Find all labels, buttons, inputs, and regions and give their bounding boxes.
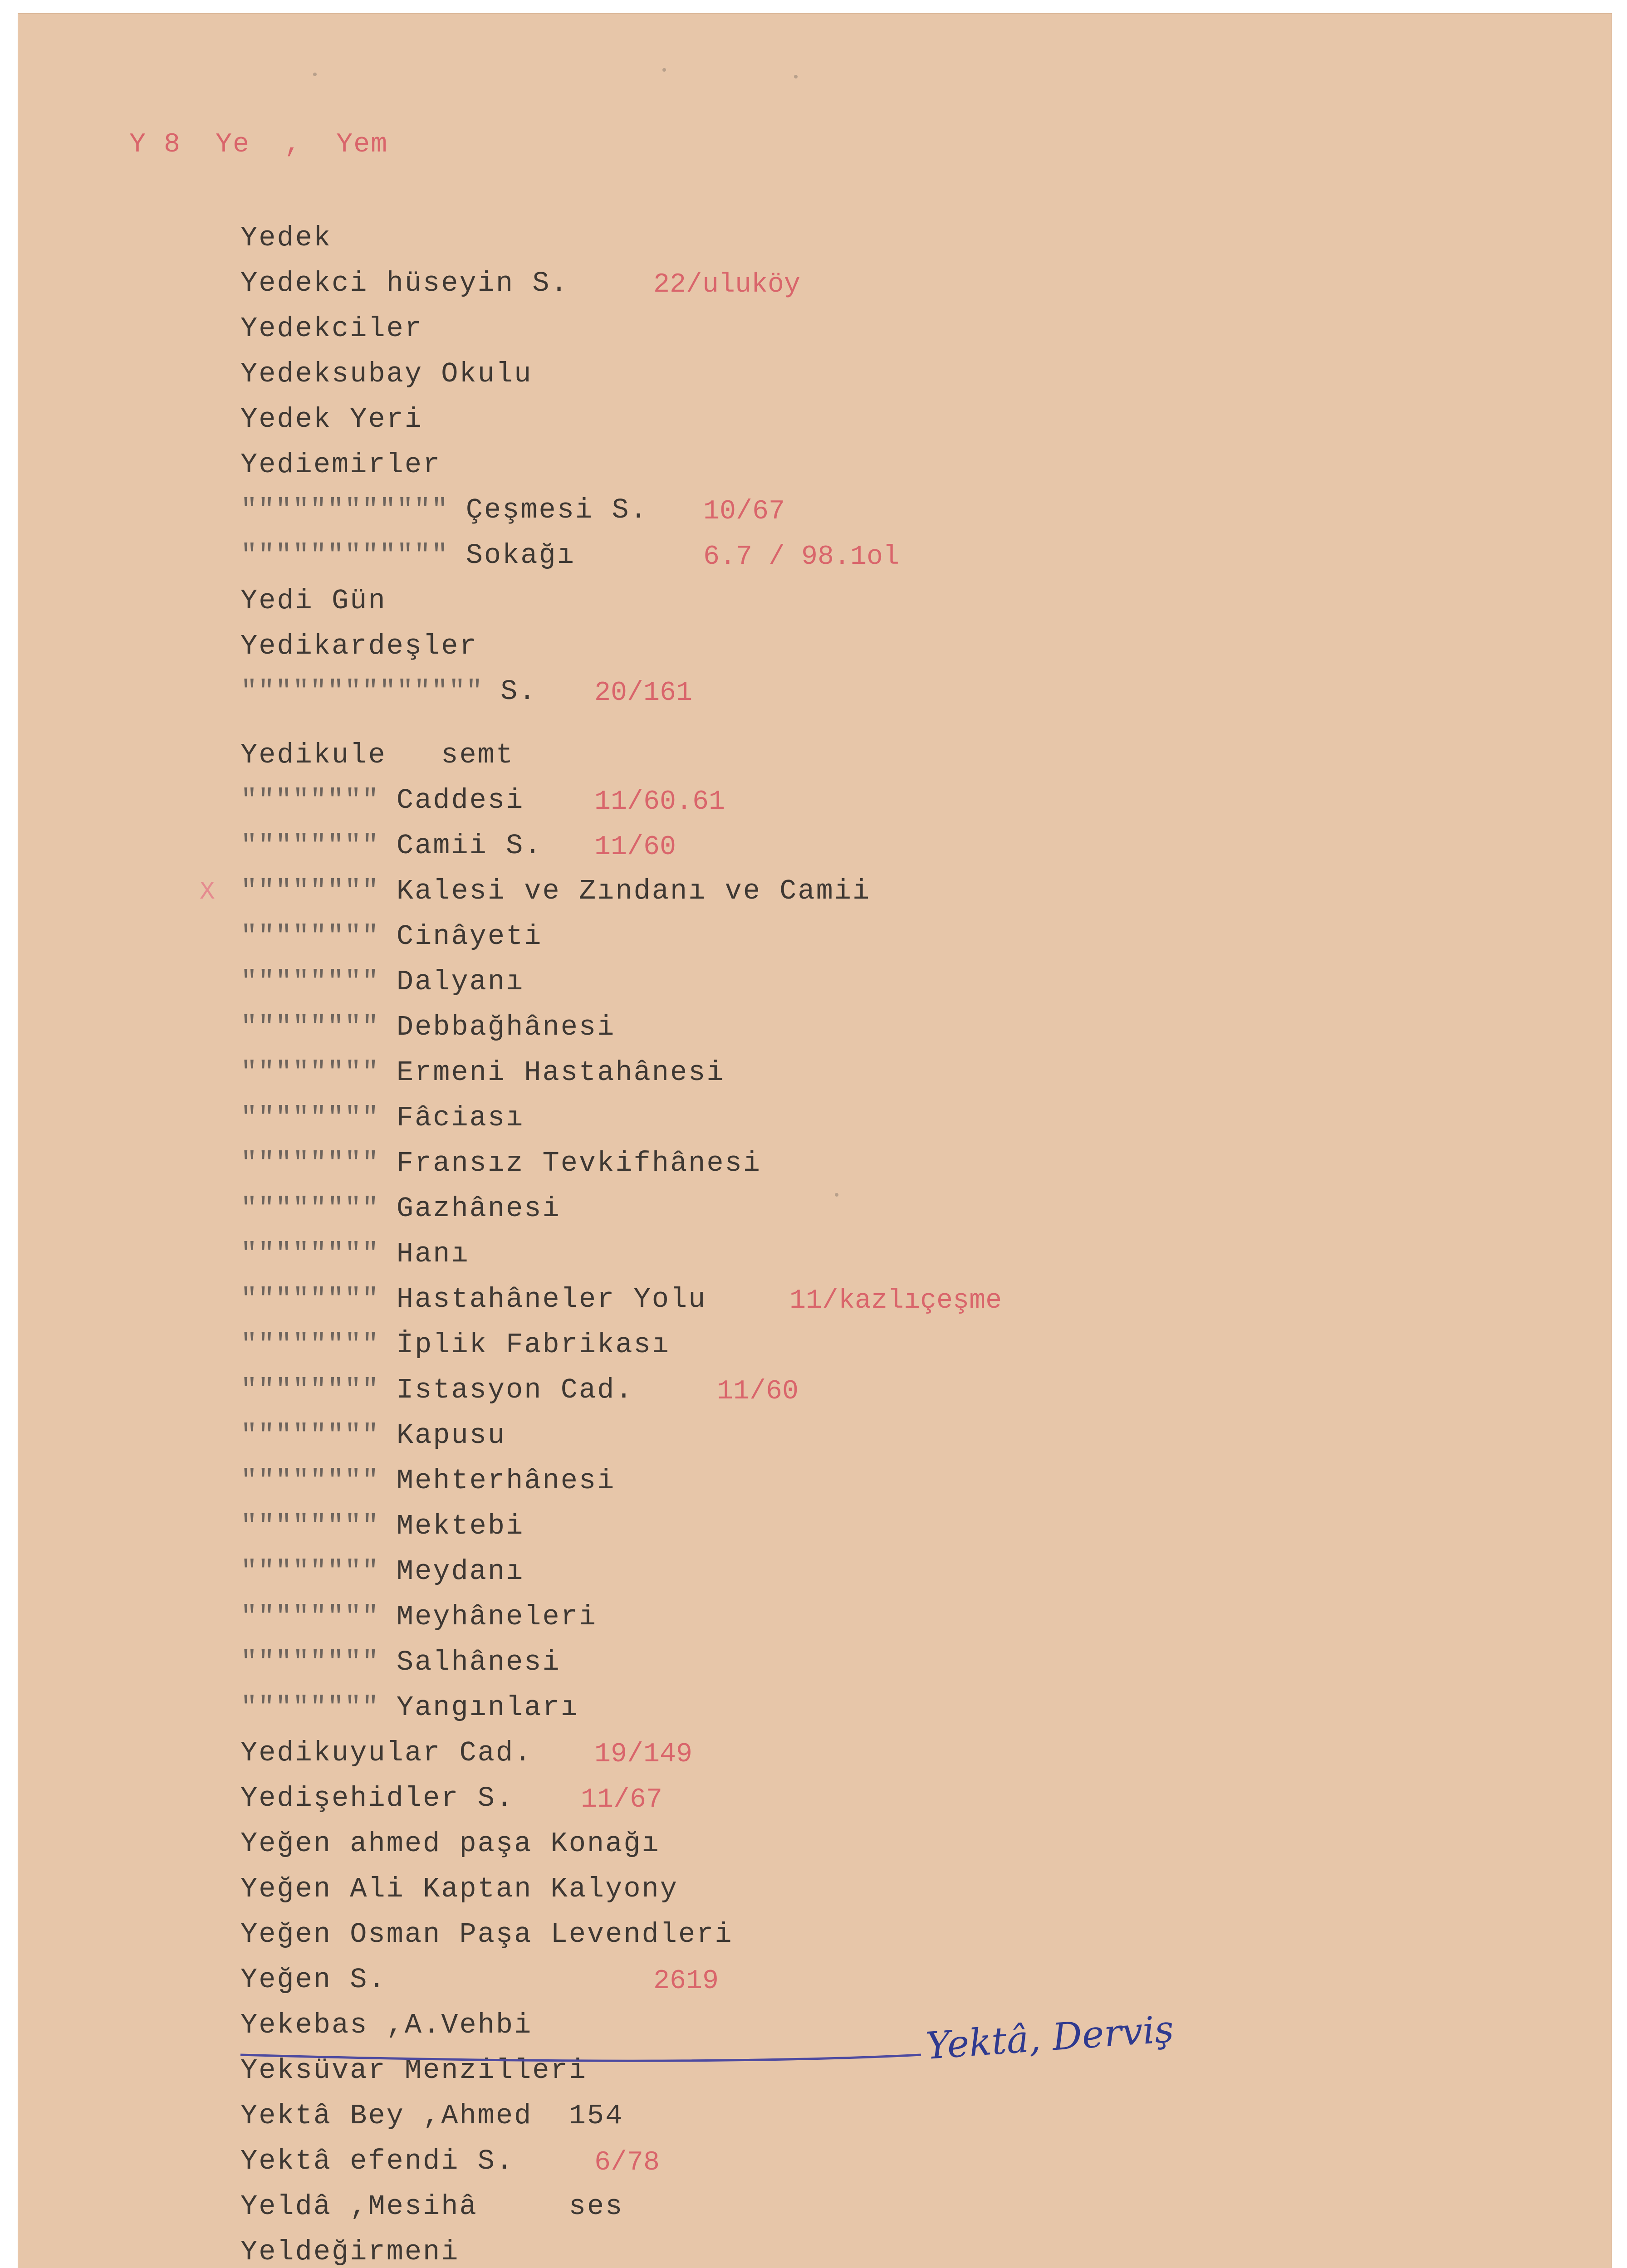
entry-text: Mehterhânesi bbox=[396, 1465, 616, 1497]
entry-text: Yeğen Ali Kaptan Kalyony bbox=[240, 1873, 678, 1905]
paper-spot bbox=[662, 68, 666, 72]
entry-text: Camii S. bbox=[396, 830, 543, 862]
entry-text: Meyhâneleri bbox=[396, 1601, 598, 1633]
ditto-marks: """""""" bbox=[240, 1510, 397, 1542]
ditto-marks: """""""" bbox=[240, 1329, 397, 1361]
ditto-marks: """""""" bbox=[240, 1374, 397, 1406]
ditto-marks: """""""""""" bbox=[240, 539, 466, 572]
reference-number: 2619 bbox=[653, 1966, 719, 1997]
handwritten-underline bbox=[18, 14, 1612, 2268]
ditto-marks: """""""" bbox=[240, 875, 397, 907]
ditto-marks: """""""" bbox=[240, 1147, 397, 1179]
ditto-marks: """""""" bbox=[240, 966, 397, 998]
entry-text: Salhânesi bbox=[396, 1646, 561, 1678]
entry-text: Debbağhânesi bbox=[396, 1011, 616, 1043]
entry-text: Yedikule semt bbox=[240, 739, 515, 771]
ditto-marks: """""""" bbox=[240, 1419, 397, 1452]
entry-text: İplik Fabrikası bbox=[396, 1329, 670, 1361]
reference-number: 6/78 bbox=[594, 2147, 660, 2178]
reference-number: 11/60.61 bbox=[594, 787, 725, 817]
entry-text: Hanı bbox=[396, 1238, 470, 1270]
margin-mark: X bbox=[200, 877, 215, 906]
entry-text: Fransız Tevkifhânesi bbox=[396, 1147, 761, 1179]
ditto-marks: """""""" bbox=[240, 1193, 397, 1225]
ditto-marks: """""""" bbox=[240, 1691, 397, 1724]
entry-text: Yeğen Osman Paşa Levendleri bbox=[240, 1918, 733, 1950]
entry-text: Yedikardeşler bbox=[240, 630, 478, 662]
paper-spot bbox=[794, 75, 798, 78]
entry-text: Yedek Yeri bbox=[240, 403, 423, 435]
reference-number: 20/161 bbox=[594, 678, 693, 709]
reference-number: 11/kazlıçeşme bbox=[789, 1286, 1002, 1316]
entry-text: Yedekci hüseyin S. bbox=[240, 267, 569, 299]
reference-number: 22/uluköy bbox=[653, 269, 801, 300]
entry-text: Yeğen ahmed paşa Konağı bbox=[240, 1828, 660, 1860]
entry-text: Yeğen S. bbox=[240, 1964, 387, 1996]
card-header: Y 8 Ye , Yem bbox=[129, 129, 388, 160]
entry-text: Dalyanı bbox=[396, 966, 524, 998]
ditto-marks: """""""""""" bbox=[240, 494, 466, 526]
ditto-marks: """""""" bbox=[240, 1555, 397, 1588]
reference-number: 10/67 bbox=[703, 496, 785, 527]
entry-text: Hastahâneler Yolu bbox=[396, 1283, 707, 1315]
ditto-marks: """""""" bbox=[240, 1056, 397, 1089]
reference-number: 6.7 / 98.1ol bbox=[703, 542, 900, 572]
paper-sheet bbox=[18, 14, 1612, 2268]
entry-text: Yeksüvar Menzilleri bbox=[240, 2054, 587, 2087]
entry-text: Kalesi ve Zındanı ve Camii bbox=[396, 875, 871, 907]
entry-text: Yedikuyular Cad. bbox=[240, 1737, 533, 1769]
entry-text: Kapusu bbox=[396, 1419, 506, 1452]
ditto-marks: """""""" bbox=[240, 1465, 397, 1497]
entry-text: Yedekciler bbox=[240, 313, 423, 345]
reference-number: 19/149 bbox=[594, 1739, 693, 1770]
entry-text: Yedi Gün bbox=[240, 585, 387, 617]
entry-text: Cinâyeti bbox=[396, 920, 543, 953]
entry-text: Yedeksubay Okulu bbox=[240, 358, 533, 390]
ditto-marks: """""""" bbox=[240, 920, 397, 953]
entry-text: Yektâ Bey ,Ahmed 154 bbox=[240, 2100, 624, 2132]
ditto-marks: """""""""""""" bbox=[240, 675, 501, 708]
entry-text: Yekebas ,A.Vehbi bbox=[240, 2009, 533, 2041]
ditto-marks: """""""" bbox=[240, 1011, 397, 1043]
entry-text: Istasyon Cad. bbox=[396, 1374, 634, 1406]
entry-text: Meydanı bbox=[396, 1555, 524, 1588]
entry-text: Mektebi bbox=[396, 1510, 524, 1542]
ditto-marks: """""""" bbox=[240, 1601, 397, 1633]
handwritten-note: Yektâ, Derviş bbox=[924, 2008, 1175, 2068]
entry-text: Caddesi bbox=[396, 784, 524, 816]
entry-text: Gazhânesi bbox=[396, 1193, 561, 1225]
reference-number: 11/60 bbox=[717, 1376, 799, 1407]
entry-text: Yedişehidler S. bbox=[240, 1782, 515, 1814]
entry-text: Yedek bbox=[240, 222, 332, 254]
entry-text: Yangınları bbox=[396, 1691, 579, 1724]
reference-number: 11/60 bbox=[594, 832, 676, 863]
entry-text: Yeldâ ,Mesihâ ses bbox=[240, 2190, 624, 2223]
entry-text: Fâciası bbox=[396, 1102, 524, 1134]
entry-text: Ermeni Hastahânesi bbox=[396, 1056, 725, 1089]
ditto-marks: """""""" bbox=[240, 1646, 397, 1678]
paper-spot bbox=[313, 73, 317, 76]
entry-text: Sokağı bbox=[466, 539, 575, 572]
ditto-marks: """""""" bbox=[240, 1102, 397, 1134]
ditto-marks: """""""" bbox=[240, 784, 397, 816]
entry-text: Yediemirler bbox=[240, 449, 441, 481]
reference-number: 11/67 bbox=[581, 1784, 663, 1815]
ditto-marks: """""""" bbox=[240, 1238, 397, 1270]
ditto-marks: """""""" bbox=[240, 830, 397, 862]
entry-text: Çeşmesi S. bbox=[466, 494, 648, 526]
entry-text: S. bbox=[500, 675, 537, 708]
paper-spot bbox=[835, 1193, 838, 1197]
ditto-marks: """""""" bbox=[240, 1283, 397, 1315]
entry-text: Yeldeğirmeni bbox=[240, 2236, 460, 2268]
entry-text: Yektâ efendi S. bbox=[240, 2145, 515, 2177]
